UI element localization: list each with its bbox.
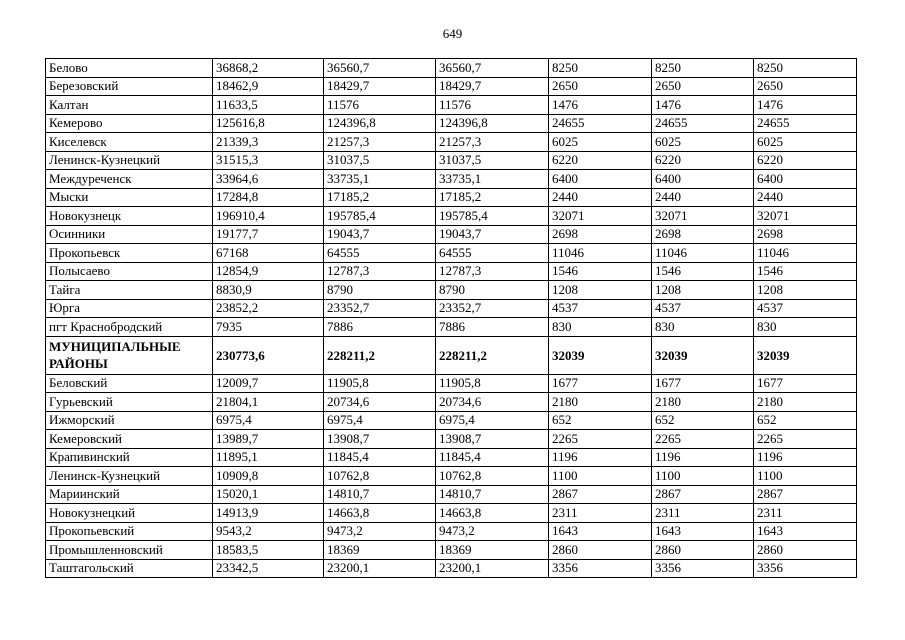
row-name-cell: Кемеровский: [46, 430, 213, 449]
section-row: [46, 336, 857, 374]
row-name-cell: Ижморский: [46, 411, 213, 430]
table-body: [46, 59, 857, 578]
table-row: [46, 411, 857, 430]
row-name-cell: Промышленновский: [46, 541, 213, 560]
value-cell: 24655: [754, 114, 857, 133]
value-cell: 14913,9: [213, 504, 324, 523]
value-cell: 12787,3: [324, 262, 436, 281]
value-cell: 33964,6: [213, 170, 324, 189]
table-row: [46, 374, 857, 393]
table-row: [46, 430, 857, 449]
table-row: [46, 262, 857, 281]
row-name-cell: Березовский: [46, 77, 213, 96]
value-cell: 32071: [652, 207, 754, 226]
value-cell: 33735,1: [324, 170, 436, 189]
value-cell: 21339,3: [213, 133, 324, 152]
row-name-cell: Ленинск-Кузнецкий: [46, 151, 213, 170]
row-name-cell: Белово: [46, 59, 213, 78]
value-cell: 8790: [324, 281, 436, 300]
row-name-cell: Калтан: [46, 96, 213, 115]
table-row: [46, 114, 857, 133]
value-cell: 2698: [754, 225, 857, 244]
value-cell: 8830,9: [213, 281, 324, 300]
value-cell: 23342,5: [213, 559, 324, 578]
value-cell: 2698: [652, 225, 754, 244]
value-cell: 11895,1: [213, 448, 324, 467]
row-name-cell: Гурьевский: [46, 393, 213, 412]
value-cell: 2265: [754, 430, 857, 449]
value-cell: 2311: [549, 504, 652, 523]
value-cell: 17185,2: [324, 188, 436, 207]
value-cell: 17185,2: [436, 188, 549, 207]
table-row: [46, 96, 857, 115]
table-row: [46, 522, 857, 541]
table-row: [46, 393, 857, 412]
value-cell: 11046: [754, 244, 857, 263]
table-row: [46, 559, 857, 578]
value-cell: 18462,9: [213, 77, 324, 96]
value-cell: 1677: [652, 374, 754, 393]
value-cell: 7886: [436, 318, 549, 337]
table-row: [46, 170, 857, 189]
value-cell: 6025: [549, 133, 652, 152]
value-cell: 64555: [324, 244, 436, 263]
value-cell: 10762,8: [436, 467, 549, 486]
row-name-cell: Прокопьевск: [46, 244, 213, 263]
value-cell: 7886: [324, 318, 436, 337]
value-cell: 10762,8: [324, 467, 436, 486]
value-cell: 18429,7: [436, 77, 549, 96]
value-cell: 124396,8: [436, 114, 549, 133]
value-cell: 2180: [652, 393, 754, 412]
value-cell: 19177,7: [213, 225, 324, 244]
value-cell: 1677: [754, 374, 857, 393]
value-cell: 1208: [652, 281, 754, 300]
value-cell: 124396,8: [324, 114, 436, 133]
value-cell: 14663,8: [436, 504, 549, 523]
value-cell: 20734,6: [436, 393, 549, 412]
value-cell: 4537: [754, 299, 857, 318]
value-cell: 10909,8: [213, 467, 324, 486]
value-cell: 1476: [549, 96, 652, 115]
value-cell: 21804,1: [213, 393, 324, 412]
value-cell: 11905,8: [436, 374, 549, 393]
value-cell: 830: [549, 318, 652, 337]
value-cell: 1677: [549, 374, 652, 393]
value-cell: 2867: [754, 485, 857, 504]
value-cell: 8250: [549, 59, 652, 78]
value-cell: 21257,3: [436, 133, 549, 152]
value-cell: 2265: [549, 430, 652, 449]
value-cell: 230773,6: [213, 336, 324, 374]
value-cell: 18429,7: [324, 77, 436, 96]
value-cell: 24655: [652, 114, 754, 133]
value-cell: 1208: [549, 281, 652, 300]
value-cell: 11845,4: [436, 448, 549, 467]
value-cell: 19043,7: [436, 225, 549, 244]
value-cell: 196910,4: [213, 207, 324, 226]
table-row: [46, 541, 857, 560]
table-row: [46, 133, 857, 152]
value-cell: 6220: [754, 151, 857, 170]
value-cell: 1643: [549, 522, 652, 541]
value-cell: 652: [754, 411, 857, 430]
value-cell: 1100: [754, 467, 857, 486]
value-cell: 1196: [652, 448, 754, 467]
table-row: [46, 225, 857, 244]
row-name-cell: МУНИЦИПАЛЬНЫЕ РАЙОНЫ: [46, 336, 213, 374]
value-cell: 36868,2: [213, 59, 324, 78]
value-cell: 12787,3: [436, 262, 549, 281]
value-cell: 1100: [549, 467, 652, 486]
value-cell: 21257,3: [324, 133, 436, 152]
table-row: [46, 504, 857, 523]
value-cell: 36560,7: [324, 59, 436, 78]
table-row: [46, 318, 857, 337]
value-cell: 6025: [652, 133, 754, 152]
value-cell: 20734,6: [324, 393, 436, 412]
value-cell: 33735,1: [436, 170, 549, 189]
row-name-cell: Кемерово: [46, 114, 213, 133]
row-name-cell: Юрга: [46, 299, 213, 318]
value-cell: 23852,2: [213, 299, 324, 318]
value-cell: 830: [652, 318, 754, 337]
value-cell: 1546: [754, 262, 857, 281]
value-cell: 4537: [652, 299, 754, 318]
value-cell: 1100: [652, 467, 754, 486]
row-name-cell: Междуреченск: [46, 170, 213, 189]
value-cell: 652: [549, 411, 652, 430]
value-cell: 2311: [754, 504, 857, 523]
row-name-cell: Тайга: [46, 281, 213, 300]
value-cell: 23200,1: [436, 559, 549, 578]
value-cell: 14663,8: [324, 504, 436, 523]
value-cell: 4537: [549, 299, 652, 318]
value-cell: 1476: [652, 96, 754, 115]
value-cell: 6400: [754, 170, 857, 189]
value-cell: 2265: [652, 430, 754, 449]
table-row: [46, 485, 857, 504]
value-cell: 18583,5: [213, 541, 324, 560]
row-name-cell: Киселевск: [46, 133, 213, 152]
value-cell: 14810,7: [324, 485, 436, 504]
value-cell: 2650: [652, 77, 754, 96]
value-cell: 2860: [754, 541, 857, 560]
row-name-cell: Полысаево: [46, 262, 213, 281]
value-cell: 6975,4: [436, 411, 549, 430]
value-cell: 2650: [549, 77, 652, 96]
value-cell: 11905,8: [324, 374, 436, 393]
value-cell: 13989,7: [213, 430, 324, 449]
value-cell: 2440: [549, 188, 652, 207]
value-cell: 31037,5: [324, 151, 436, 170]
value-cell: 2867: [549, 485, 652, 504]
value-cell: 2698: [549, 225, 652, 244]
table-row: [46, 244, 857, 263]
value-cell: 64555: [436, 244, 549, 263]
value-cell: 11576: [436, 96, 549, 115]
value-cell: 2860: [652, 541, 754, 560]
table-row: [46, 467, 857, 486]
value-cell: 1643: [652, 522, 754, 541]
value-cell: 2180: [549, 393, 652, 412]
value-cell: 9473,2: [436, 522, 549, 541]
table-row: [46, 188, 857, 207]
value-cell: 19043,7: [324, 225, 436, 244]
value-cell: 6025: [754, 133, 857, 152]
value-cell: 228211,2: [436, 336, 549, 374]
value-cell: 11046: [652, 244, 754, 263]
value-cell: 6220: [549, 151, 652, 170]
row-name-cell: Осинники: [46, 225, 213, 244]
value-cell: 652: [652, 411, 754, 430]
value-cell: 9473,2: [324, 522, 436, 541]
row-name-cell: Мыски: [46, 188, 213, 207]
row-name-cell: Крапивинский: [46, 448, 213, 467]
value-cell: 8250: [754, 59, 857, 78]
value-cell: 195785,4: [324, 207, 436, 226]
value-cell: 125616,8: [213, 114, 324, 133]
value-cell: 1476: [754, 96, 857, 115]
value-cell: 228211,2: [324, 336, 436, 374]
row-name-cell: Новокузнецкий: [46, 504, 213, 523]
data-table: [45, 58, 857, 578]
table-row: [46, 299, 857, 318]
value-cell: 6975,4: [324, 411, 436, 430]
table-row: [46, 77, 857, 96]
value-cell: 6400: [652, 170, 754, 189]
row-name-cell: пгт Краснобродский: [46, 318, 213, 337]
value-cell: 2440: [754, 188, 857, 207]
value-cell: 830: [754, 318, 857, 337]
value-cell: 24655: [549, 114, 652, 133]
value-cell: 18369: [436, 541, 549, 560]
value-cell: 7935: [213, 318, 324, 337]
value-cell: 11576: [324, 96, 436, 115]
value-cell: 14810,7: [436, 485, 549, 504]
value-cell: 3356: [754, 559, 857, 578]
value-cell: 13908,7: [436, 430, 549, 449]
value-cell: 32039: [549, 336, 652, 374]
value-cell: 6400: [549, 170, 652, 189]
value-cell: 23352,7: [436, 299, 549, 318]
value-cell: 32039: [652, 336, 754, 374]
value-cell: 12009,7: [213, 374, 324, 393]
value-cell: 32039: [754, 336, 857, 374]
value-cell: 2867: [652, 485, 754, 504]
table-row: [46, 448, 857, 467]
value-cell: 9543,2: [213, 522, 324, 541]
row-name-cell: Мариинский: [46, 485, 213, 504]
value-cell: 67168: [213, 244, 324, 263]
value-cell: 32071: [754, 207, 857, 226]
row-name-cell: Прокопьевский: [46, 522, 213, 541]
value-cell: 2180: [754, 393, 857, 412]
value-cell: 6220: [652, 151, 754, 170]
value-cell: 12854,9: [213, 262, 324, 281]
table-row: [46, 281, 857, 300]
value-cell: 1643: [754, 522, 857, 541]
value-cell: 1208: [754, 281, 857, 300]
value-cell: 1196: [754, 448, 857, 467]
table-row: [46, 59, 857, 78]
value-cell: 1196: [549, 448, 652, 467]
value-cell: 11845,4: [324, 448, 436, 467]
value-cell: 31037,5: [436, 151, 549, 170]
value-cell: 2650: [754, 77, 857, 96]
page-number: 649: [442, 26, 463, 41]
value-cell: 1546: [549, 262, 652, 281]
value-cell: 15020,1: [213, 485, 324, 504]
value-cell: 3356: [549, 559, 652, 578]
value-cell: 8790: [436, 281, 549, 300]
value-cell: 13908,7: [324, 430, 436, 449]
value-cell: 23352,7: [324, 299, 436, 318]
value-cell: 18369: [324, 541, 436, 560]
value-cell: 195785,4: [436, 207, 549, 226]
value-cell: 32071: [549, 207, 652, 226]
value-cell: 23200,1: [324, 559, 436, 578]
value-cell: 2860: [549, 541, 652, 560]
value-cell: 8250: [652, 59, 754, 78]
table-row: [46, 207, 857, 226]
row-name-cell: Ленинск-Кузнецкий: [46, 467, 213, 486]
value-cell: 17284,8: [213, 188, 324, 207]
row-name-cell: Новокузнецк: [46, 207, 213, 226]
row-name-cell: Таштагольский: [46, 559, 213, 578]
value-cell: 31515,3: [213, 151, 324, 170]
value-cell: 11633,5: [213, 96, 324, 115]
value-cell: 6975,4: [213, 411, 324, 430]
table-row: [46, 151, 857, 170]
value-cell: 2440: [652, 188, 754, 207]
value-cell: 2311: [652, 504, 754, 523]
value-cell: 11046: [549, 244, 652, 263]
value-cell: 36560,7: [436, 59, 549, 78]
value-cell: 3356: [652, 559, 754, 578]
row-name-cell: Беловский: [46, 374, 213, 393]
value-cell: 1546: [652, 262, 754, 281]
